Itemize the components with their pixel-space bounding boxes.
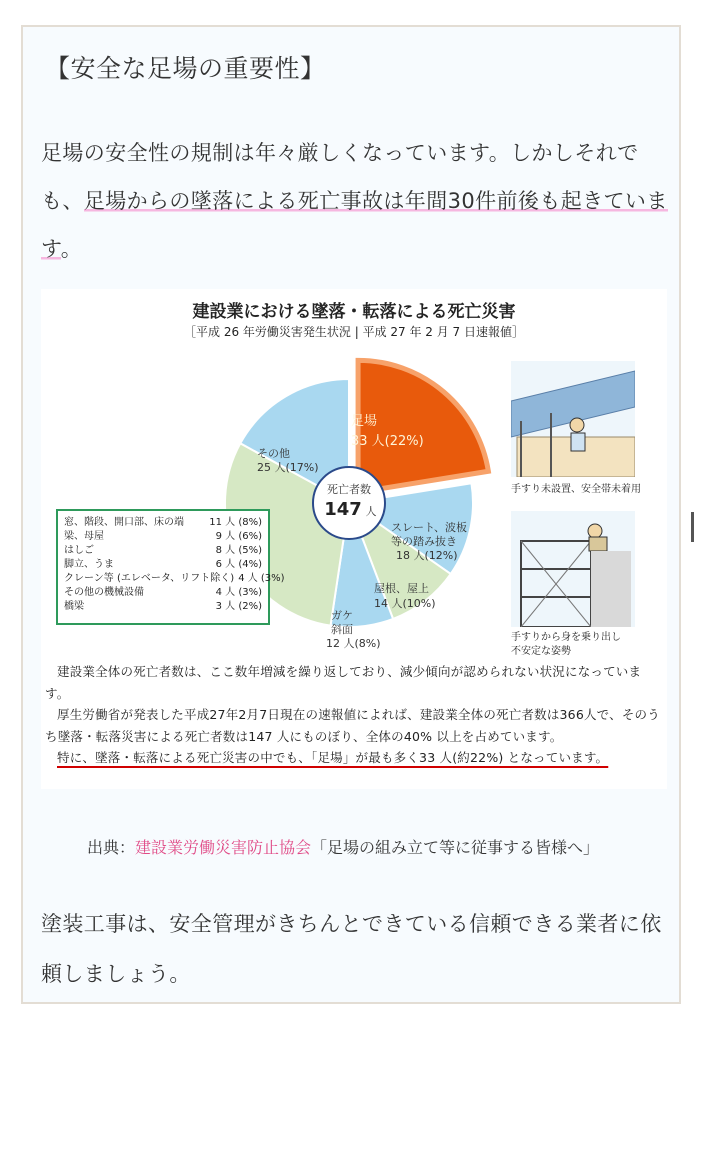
slice-label-cliff-name1: ガケ xyxy=(331,609,353,622)
legend-item-value: 8 人 (5%) xyxy=(215,545,262,556)
figure-paragraph-3: 特に、墜落・転落による死亡災害の中でも、「足場」が最も多く33 人(約22%) となっています。 xyxy=(57,750,609,765)
slice-label-scaffold-value: 33 人(22%) xyxy=(351,434,424,449)
legend-row xyxy=(64,558,262,572)
intro-highlight: 足場からの墜落による死亡事故は年間30件前後も起きています xyxy=(41,189,668,261)
legend-item-value: 9 人 (6%) xyxy=(215,531,262,542)
slice-label-slate-name1: スレート、波板 xyxy=(391,521,468,534)
section-heading: 【安全な足場の重要性】 xyxy=(45,54,326,83)
slice-label-cliff-value: 12 人(8%) xyxy=(326,637,381,650)
source-citation xyxy=(87,835,667,858)
figure-paragraph-1: 建設業全体の死亡者数は、ここ数年増減を繰り返しており、減少傾向が認められない状況になっています。 xyxy=(45,664,642,701)
legend-item-name: 橋梁 xyxy=(64,601,84,612)
caption-illustration-1: 手すり未設置、安全帯未着用 xyxy=(511,484,641,495)
caption-illustration-2 xyxy=(511,631,621,659)
figure-subtitle: ［平成 26 年労働災害発生状況 | 平成 27 年 2 月 7 日速報値］ xyxy=(184,325,524,339)
slice-label-other-value: 25 人(17%) xyxy=(257,461,319,474)
legend-row xyxy=(64,530,262,544)
slice-label-cliff-name2: 斜面 xyxy=(331,623,353,636)
scrollbar[interactable] xyxy=(691,512,694,542)
caption-line-2: 不安定な姿勢 xyxy=(511,646,571,657)
content-box xyxy=(21,25,681,1004)
figure-paragraph-2: 厚生労働省が発表した平成27年2月7日現在の速報値によれば、建設業全体の死亡者数は366人で、そのうち墜落・転落災害による死亡者数は147 人にものぼり、全体の40% 以上を占めています。 xyxy=(45,707,660,744)
center-unit: 人 xyxy=(365,505,377,518)
slice-label-roof-value: 14 人(10%) xyxy=(374,597,436,610)
center-label: 死亡者数 xyxy=(327,483,371,496)
intro-end: 。 xyxy=(60,237,83,261)
slice-label-slate-value: 18 人(12%) xyxy=(396,549,458,562)
legend-row xyxy=(64,572,285,586)
figure-title: 建設業における墜落・転落による死亡災害 xyxy=(192,302,516,322)
legend-row xyxy=(64,516,262,530)
legend-item-name: 脚立、うま xyxy=(64,559,114,570)
slice-label-roof-name: 屋根、屋上 xyxy=(374,582,429,595)
roof-worker-illustration xyxy=(511,361,635,477)
slice-label-scaffold-name: 足場 xyxy=(351,414,378,429)
scaffold-worker-illustration xyxy=(511,511,635,627)
intro-text: 足場の安全性の規制は年々厳しくなっています。しかしそれでも、 xyxy=(41,141,639,213)
slice-label-other-name: その他 xyxy=(257,447,290,460)
legend-item-name: 窓、階段、開口部、床の端 xyxy=(64,517,184,528)
source-prefix: 出典： xyxy=(87,838,136,857)
legend-row xyxy=(64,586,262,600)
intro-paragraph xyxy=(41,129,671,273)
legend-item-name: その他の機械設備 xyxy=(64,587,144,598)
legend-item-value: 3 人 (2%) xyxy=(215,601,262,612)
center-value: 147 xyxy=(324,499,362,520)
fall-accident-figure xyxy=(41,289,667,789)
other-breakdown-legend xyxy=(56,509,285,625)
legend-item-name: はしご xyxy=(64,545,94,556)
caption-line-1: 手すりから身を乗り出し xyxy=(511,632,621,643)
closing-paragraph: 塗装工事は、安全管理がきちんとできている信頼できる業者に依頼しましょう。 xyxy=(41,912,662,986)
legend-item-value: 11 人 (8%) xyxy=(209,517,262,528)
legend-row xyxy=(64,600,262,614)
slice-label-slate-name2: 等の踏み抜き xyxy=(391,535,457,548)
legend-item-value: 4 人 (3%) xyxy=(215,587,262,598)
legend-item-value: 6 人 (4%) xyxy=(215,559,262,570)
legend-item-value: 4 人 (3%) xyxy=(238,573,285,584)
figure-body-text xyxy=(45,661,665,769)
legend-item-name: クレーン等 (エレベータ、リフト除く) xyxy=(64,573,235,584)
legend-item-name: 梁、母屋 xyxy=(64,531,104,542)
legend-row xyxy=(64,544,262,558)
pie-slice-0 xyxy=(358,360,488,492)
source-suffix: 「足場の組み立て等に従事する皆様へ」 xyxy=(311,838,600,857)
source-link[interactable]: 建設業労働災害防止協会 xyxy=(135,838,312,857)
